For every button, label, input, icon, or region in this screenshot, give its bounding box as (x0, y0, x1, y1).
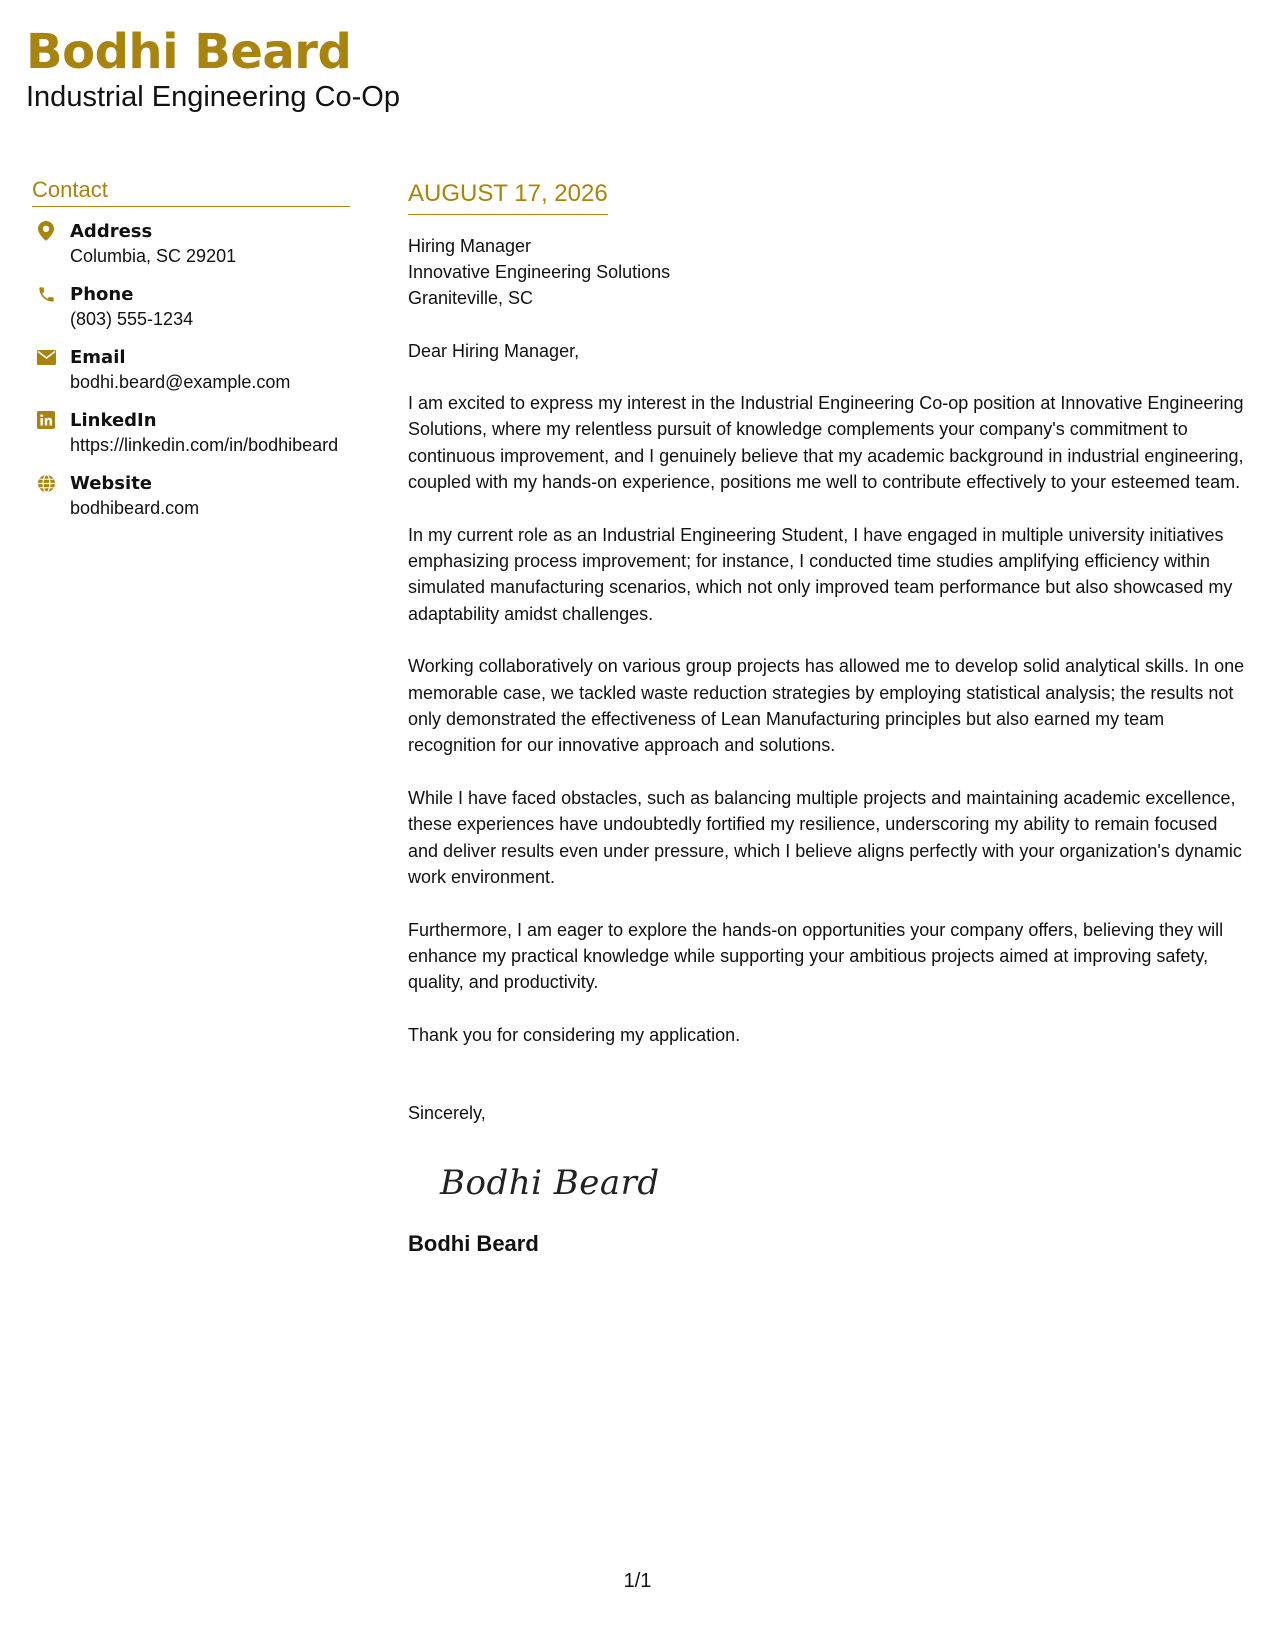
body-paragraph: Thank you for considering my application. (408, 1024, 741, 1045)
recipient-line: Graniteville, SC (408, 288, 534, 308)
body-paragraph: Furthermore, I am eager to explore the hands-on opportunities your company offers, believing they will enhance my practical knowledge while supporting your ambitious projects aimed at improving safety, quality, and productivity. (408, 919, 1224, 993)
website-value[interactable]: bodhibeard.com (70, 498, 200, 518)
contact-label: Website (70, 473, 153, 494)
signature-script: Bodhi Beard (440, 1163, 660, 1204)
phone-value: (803) 555-1234 (70, 309, 194, 329)
body-paragraph: I am excited to express my interest in the Industrial Engineering Co-op position at Innovative Engineering Solutions, where my relentless pursuit of knowledge complements your company's commitment to continuous improvement, and I genuinely believe that my academic background in industrial engineering, coupled with my hands-on experience, positions me well to contribute effectively to your esteemed team. (408, 393, 1244, 493)
recipient-line: Innovative Engineering Solutions (408, 262, 671, 282)
body-paragraph: Working collaboratively on various group projects has allowed me to develop solid analytical skills. In one memorable case, we tackled waste reduction strategies by employing statistical analysis; the results not only demonstrated the effectiveness of Lean Manufacturing principles but also earned my team recognition for our innovative approach and solutions. (408, 656, 1245, 756)
linkedin-value[interactable]: https://linkedin.com/in/bodhibeard (70, 435, 339, 455)
letter-date: AUGUST 17, 2026 (408, 178, 608, 215)
signer-name: Bodhi Beard (408, 1231, 539, 1257)
salutation: Dear Hiring Manager, (408, 341, 580, 361)
globe-icon (34, 471, 58, 495)
contact-item-email (32, 345, 350, 395)
recipient-block (408, 233, 1250, 311)
location-pin-icon (34, 219, 58, 243)
handwritten-signature (438, 1156, 1250, 1206)
contact-item-linkedin (32, 408, 350, 458)
contact-label: Phone (70, 284, 134, 305)
contact-item-address (32, 219, 350, 269)
contact-sidebar (32, 176, 350, 534)
body-paragraph: While I have faced obstacles, such as balancing multiple projects and maintaining academic excellence, these experiences have undoubtedly fortified my resilience, underscoring my ability to remain focused and deliver results even under pressure, which I believe aligns perfectly with your organization's dynamic work environment. (408, 787, 1242, 888)
contact-label: LinkedIn (70, 410, 157, 431)
contact-item-website (32, 471, 350, 521)
address-value: Columbia, SC 29201 (70, 246, 237, 266)
contact-label: Email (70, 347, 126, 368)
linkedin-icon (34, 408, 58, 432)
applicant-name: Bodhi Beard (26, 24, 352, 80)
closing: Sincerely, (408, 1103, 486, 1124)
recipient-line: Hiring Manager (408, 236, 532, 256)
letter-header (26, 22, 400, 114)
phone-icon (34, 282, 58, 306)
page-number: 1/1 (623, 1570, 652, 1592)
letter-body (408, 178, 1250, 1258)
body-paragraph: In my current role as an Industrial Engineering Student, I have engaged in multiple university initiatives emphasizing process improvement; for instance, I conducted time studies amplifying efficiency within simulated manufacturing scenarios, which not only improved team performance but also showcased my adaptability amidst challenges. (408, 524, 1233, 624)
contact-label: Address (70, 221, 153, 242)
contact-item-phone (32, 282, 350, 332)
applicant-title: Industrial Engineering Co-Op (26, 81, 400, 113)
email-value[interactable]: bodhi.beard@example.com (70, 372, 291, 392)
envelope-icon (34, 345, 58, 369)
contact-heading: Contact (32, 176, 350, 207)
